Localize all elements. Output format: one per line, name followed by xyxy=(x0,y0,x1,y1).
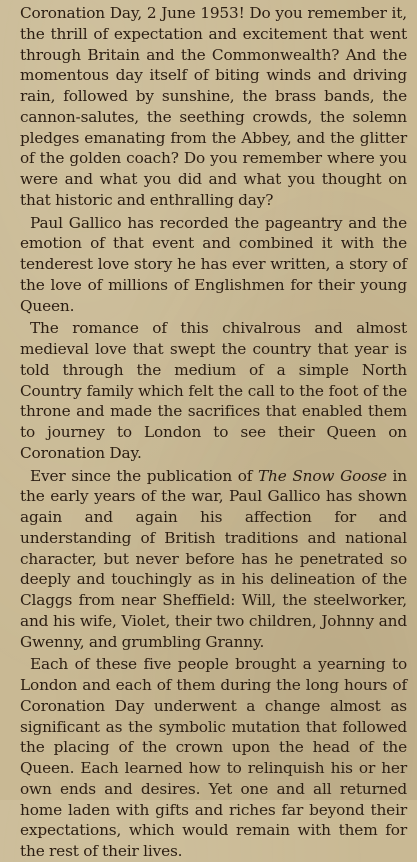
paragraph-romance: The romance of this chivalrous and almost medieval love that swept the country that year is told through the medium of a simple North Country family which felt the call to the foot of the throne and made the sacrifices that enabled them to journey to London to see their Queen on Coronation Day. xyxy=(20,319,407,462)
paragraph-snow-goose-before: Ever since the publication of xyxy=(30,466,258,485)
book-title-snow-goose: The Snow Goose xyxy=(258,466,387,485)
paragraph-five-people: Each of these five people brought a yearning to London and each of them during the long hours of Coronation Day underwent a change almost as significant as the symbolic mutation that followed the placing of the crown upon the head of the Queen. Each learned how to relinquish his or her own ends and desires. Yet one and all returned home laden with gifts and riches far beyond their expectations, which would remain with them for the rest of their lives. xyxy=(20,655,407,860)
paragraph-snow-goose-after: in the early years of the war, Paul Gallico has shown again and again his affection for and understanding of British traditions and national character, but never before has he penetrated so deeply and touchingly as in his delineation of the Claggs from near Sheffield: Will, the steelworker, and his wife, Violet, their two children, Johnny and Gwenny, and grumbling Granny. xyxy=(20,466,407,651)
paragraph-coronation-day: Coronation Day, 2 June 1953! Do you remember it, the thrill of expectation and excitement that went through Britain and the Commonwealth? And the momentous day itself of biting winds and driving rain, followed by sunshine, the brass bands, the cannon-salutes, the seething crowds, the solemn pledges emanating from the Abbey, and the glitter of the golden coach? Do you remember where you were and what you did and what you thought on that historic and enthralling day? xyxy=(20,4,407,209)
paragraph-snow-goose xyxy=(20,466,407,653)
paragraph-gallico-recorded: Paul Gallico has recorded the pageantry and the emotion of that event and combined it with the tenderest love story he has ever written, a story of the love of millions of Englishmen for their young Queen. xyxy=(20,213,407,315)
